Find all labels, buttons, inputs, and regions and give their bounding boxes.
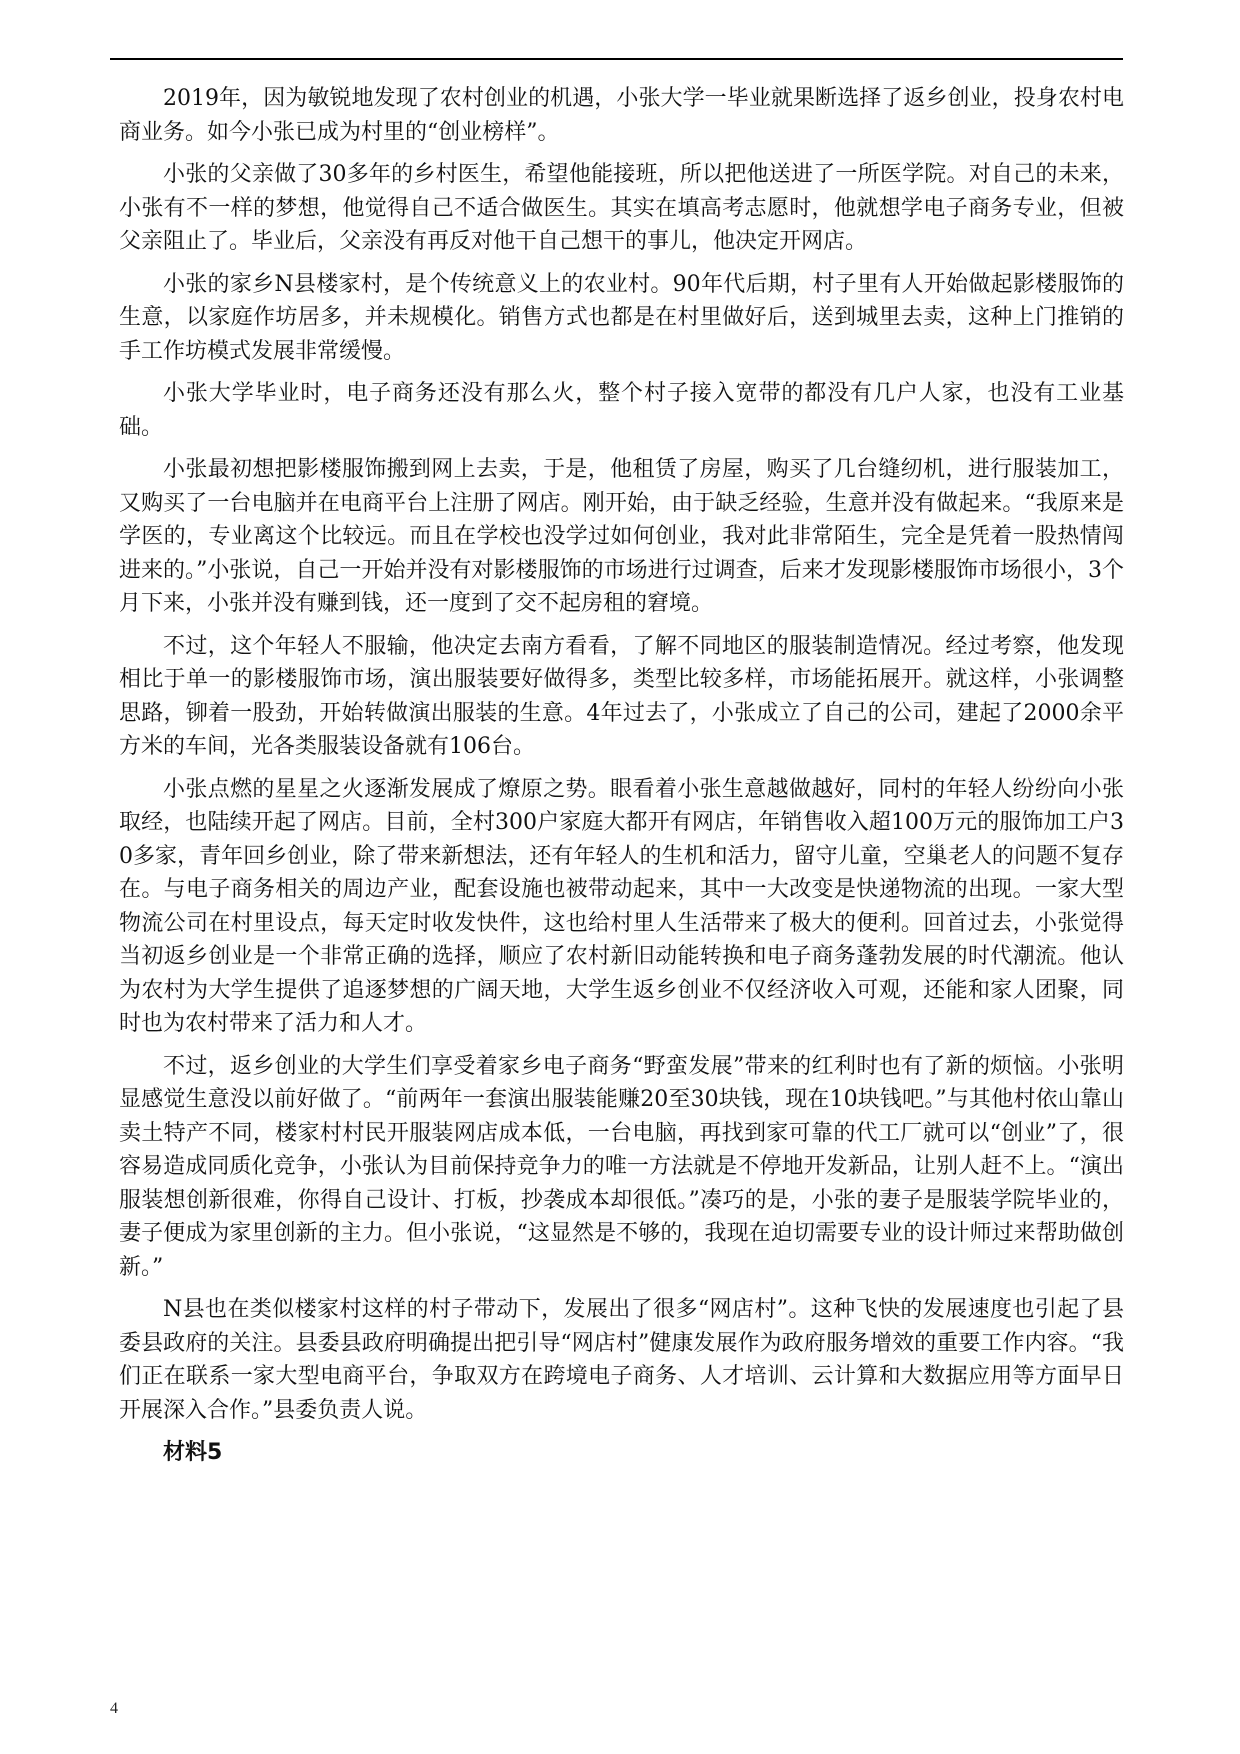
- paragraph-7: 小张点燃的星星之火逐渐发展成了燎原之势。眼看着小张生意越做越好，同村的年轻人纷纷向小张取经，也陆续开起了网店。目前，全村300户家庭大都开有网店，年销售收入超100万元的服饰加工户30多家，青年回乡创业，除了带来新想法，还有年轻人的生机和活力，留守儿童，空巢老人的问题不复存在。与电子商务相关的周边产业，配套设施也被带动起来，其中一大改变是快递物流的出现。一家大型物流公司在村里设点，每天定时收发快件，这也给村里人生活带来了极大的便利。回首过去，小张觉得当初返乡创业是一个非常正确的选择，顺应了农村新旧动能转换和电子商务蓬勃发展的时代潮流。他认为农村为大学生提供了追逐梦想的广阔天地，大学生返乡创业不仅经济收入可观，还能和家人团聚，同时也为农村带来了活力和人才。: [119, 776, 1124, 1036]
- body-text: [119, 82, 1124, 1470]
- paragraph-2: 小张的父亲做了30多年的乡村医生，希望他能接班，所以把他送进了一所医学院。对自己的未来，小张有不一样的梦想，他觉得自己不适合做医生。其实在填高考志愿时，他就想学电子商务专业，但被父亲阻止了。毕业后，父亲没有再反对他干自己想干的事儿，他决定开网店。: [119, 162, 1124, 254]
- paragraph-5: 小张最初想把影楼服饰搬到网上去卖，于是，他租赁了房屋，购买了几台缝纫机，进行服装加工，又购买了一台电脑并在电商平台上注册了网店。刚开始，由于缺乏经验，生意并没有做起来。“我原来是学医的，专业离这个比较远。而且在学校也没学过如何创业，我对此非常陌生，完全是凭着一股热情闯进来的。”小张说，自己一开始并没有对影楼服饰的市场进行过调查，后来才发现影楼服饰市场很小，3个月下来，小张并没有赚到钱，还一度到了交不起房租的窘境。: [119, 457, 1124, 616]
- paragraph-8: 不过，返乡创业的大学生们享受着家乡电子商务“野蛮发展”带来的红利时也有了新的烦恼。小张明显感觉生意没以前好做了。“前两年一套演出服装能赚20至30块钱，现在10块钱吧。”与其他村依山靠山卖土特产不同，楼家村村民开服装网店成本低，一台电脑，再找到家可靠的代工厂就可以“创业”了，很容易造成同质化竞争，小张认为目前保持竞争力的唯一方法就是不停地开发新品，让别人赶不上。“演出服装想创新很难，你得自己设计、打板，抄袭成本却很低。”凑巧的是，小张的妻子是服装学院毕业的，妻子便成为家里创新的主力。但小张说，“这显然是不够的，我现在迫切需要专业的设计师过来帮助做创新。”: [119, 1053, 1124, 1280]
- paragraph-3: 小张的家乡N县楼家村，是个传统意义上的农业村。90年代后期，村子里有人开始做起影楼服饰的生意，以家庭作坊居多，并未规模化。销售方式也都是在村里做好后，送到城里去卖，这种上门推销的手工作坊模式发展非常缓慢。: [119, 271, 1124, 364]
- page-number: 4: [110, 1700, 118, 1717]
- paragraph-6: 不过，这个年轻人不服输，他决定去南方看看，了解不同地区的服装制造情况。经过考察，他发现相比于单一的影楼服饰市场，演出服装要好做得多，类型比较多样，市场能拓展开。就这样，小张调整思路，铆着一股劲，开始转做演出服装的生意。4年过去了，小张成立了自己的公司，建起了2000余平方米的车间，光各类服装设备就有106台。: [119, 633, 1124, 759]
- paragraph-9: N县也在类似楼家村这样的村子带动下，发展出了很多“网店村”。这种飞快的发展速度也引起了县委县政府的关注。县委县政府明确提出把引导“网店村”健康发展作为政府服务增效的重要工作内容。“我们正在联系一家大型电商平台，争取双方在跨境电子商务、人才培训、云计算和大数据应用等方面早日开展深入合作。”县委负责人说。: [119, 1297, 1124, 1423]
- paragraph-1: 2019年，因为敏锐地发现了农村创业的机遇，小张大学一毕业就果断选择了返乡创业，投身农村电商业务。如今小张已成为村里的“创业榜样”。: [119, 86, 1124, 145]
- header-rule: [110, 58, 1123, 60]
- section-heading: 材料5: [163, 1440, 223, 1465]
- paragraph-4: 小张大学毕业时，电子商务还没有那么火，整个村子接入宽带的都没有几户人家，也没有工业基础。: [119, 381, 1124, 440]
